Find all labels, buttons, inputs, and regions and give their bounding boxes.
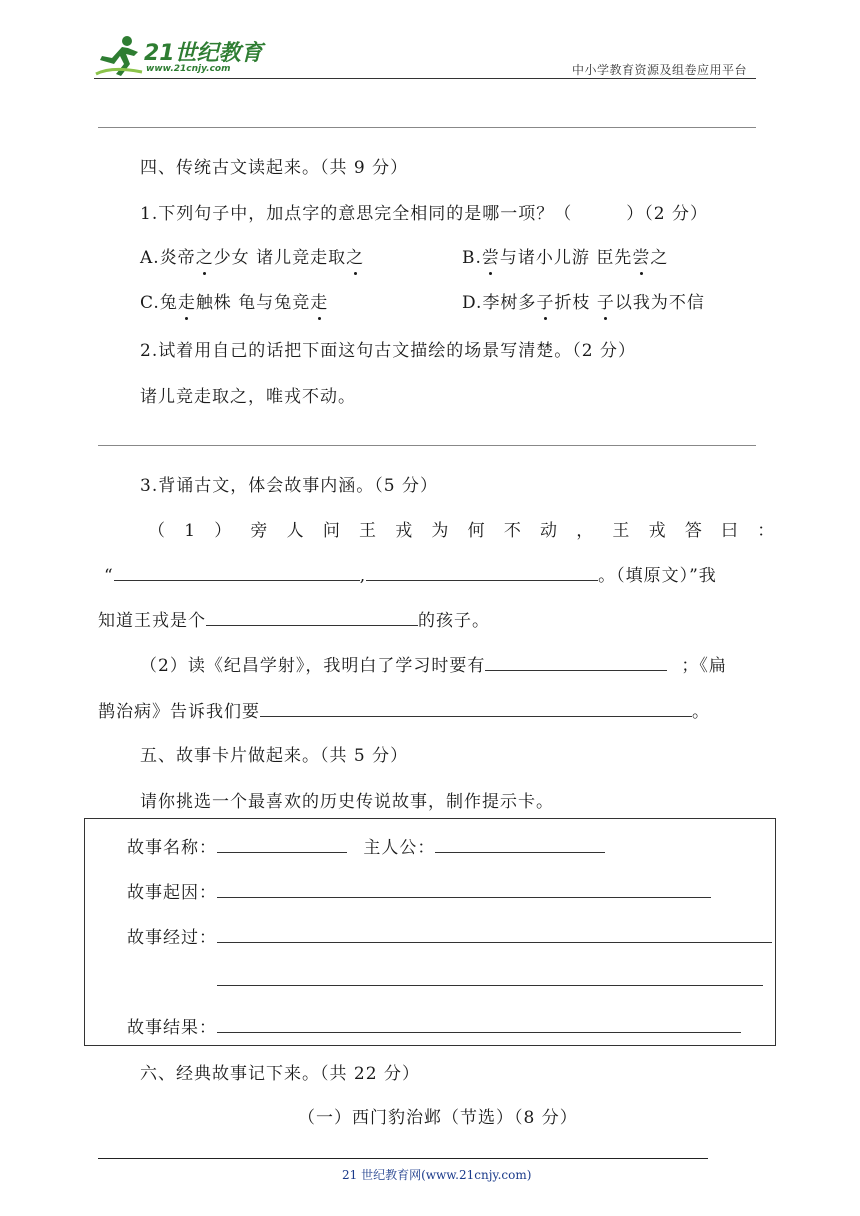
logo (94, 34, 264, 80)
dotted-char: 之 (196, 243, 214, 268)
runner-logo-icon (94, 34, 146, 78)
dotted-char: 子 (536, 288, 554, 313)
q2-answer-line (98, 445, 756, 446)
q2-quote: 诸儿竞走取之，唯戎不动。 (140, 387, 356, 407)
header-divider (94, 78, 756, 79)
card-row-result: 故事结果： (127, 1013, 741, 1038)
dotted-char: 子 (597, 288, 615, 313)
card-row-name: 故事名称： 主人公： (127, 833, 605, 858)
section5-title: 五、故事卡片做起来。（共 5 分） (140, 746, 409, 766)
dotted-char: 走 (178, 288, 196, 313)
q1-stem: 1.下列句子中，加点字的意思完全相同的是哪一项？（ ）（2 分） (140, 204, 708, 224)
q3-p1-line2: “ , 。（填原文）”我 (104, 561, 717, 586)
q3-p2-line2: 鹊治病》告诉我们要 。 (98, 697, 710, 722)
footer-text: 21 世纪教育网(www.21cnjy.com) (342, 1168, 532, 1182)
dotted-char: 尝 (482, 243, 500, 268)
platform-name: 中小学教育资源及组卷应用平台 (572, 63, 748, 77)
card-row-process: 故事经过： (127, 923, 772, 948)
q2-stem: 2.试着用自己的话把下面这句古文描绘的场景写清楚。（2 分） (140, 341, 636, 361)
dotted-char: 尝 (632, 243, 650, 268)
card-row-cause: 故事起因： (127, 878, 711, 903)
logo-main-text: 21世纪教育 (144, 41, 263, 66)
section5-instruction: 请你挑选一个最喜欢的历史传说故事，制作提示卡。 (140, 792, 554, 812)
section6-subtitle: （一）西门豹治邺（节选）（8 分） (298, 1108, 578, 1128)
logo-url-text: www.21cnjy.com (146, 64, 231, 74)
q1-option-a: A.炎帝之少女 诸儿竞走取之 (140, 243, 364, 268)
q1-option-d: D.李树多子折枝 子以我为不信 (462, 288, 705, 313)
fill-blank[interactable] (366, 562, 598, 581)
footer-divider (98, 1158, 708, 1159)
process-blank[interactable] (217, 924, 772, 943)
q3-p2-line1: （2）读《纪昌学射》，我明白了学习时要有 ；《扁 (140, 651, 727, 676)
q3-p1-line3: 知道王戎是个 的孩子。 (98, 606, 490, 631)
process-blank-line2[interactable] (217, 985, 763, 986)
dotted-char: 之 (346, 243, 364, 268)
q3-stem: 3.背诵古文，体会故事内涵。（5 分） (140, 476, 438, 496)
q1-option-c: C.兔走触株 龟与兔竞走 (140, 288, 328, 313)
section4-title: 四、传统古文读起来。（共 9 分） (140, 158, 409, 178)
section6-title: 六、经典故事记下来。（共 22 分） (140, 1064, 420, 1084)
cause-blank[interactable] (217, 879, 711, 898)
q3-p1-line1: （1）旁人问王戎为何不动，王戎答曰： (148, 521, 794, 541)
hero-blank[interactable] (435, 834, 605, 853)
fill-blank[interactable] (114, 562, 360, 581)
fill-blank[interactable] (206, 607, 418, 626)
dotted-char: 走 (310, 288, 328, 313)
q1-option-b: B.尝与诸小儿游 臣先尝之 (462, 243, 668, 268)
story-card (84, 818, 776, 1046)
top-blank-answer-line (98, 127, 756, 128)
result-blank[interactable] (217, 1014, 741, 1033)
story-name-blank[interactable] (217, 834, 347, 853)
fill-blank[interactable] (260, 698, 692, 717)
fill-blank[interactable] (485, 652, 667, 671)
